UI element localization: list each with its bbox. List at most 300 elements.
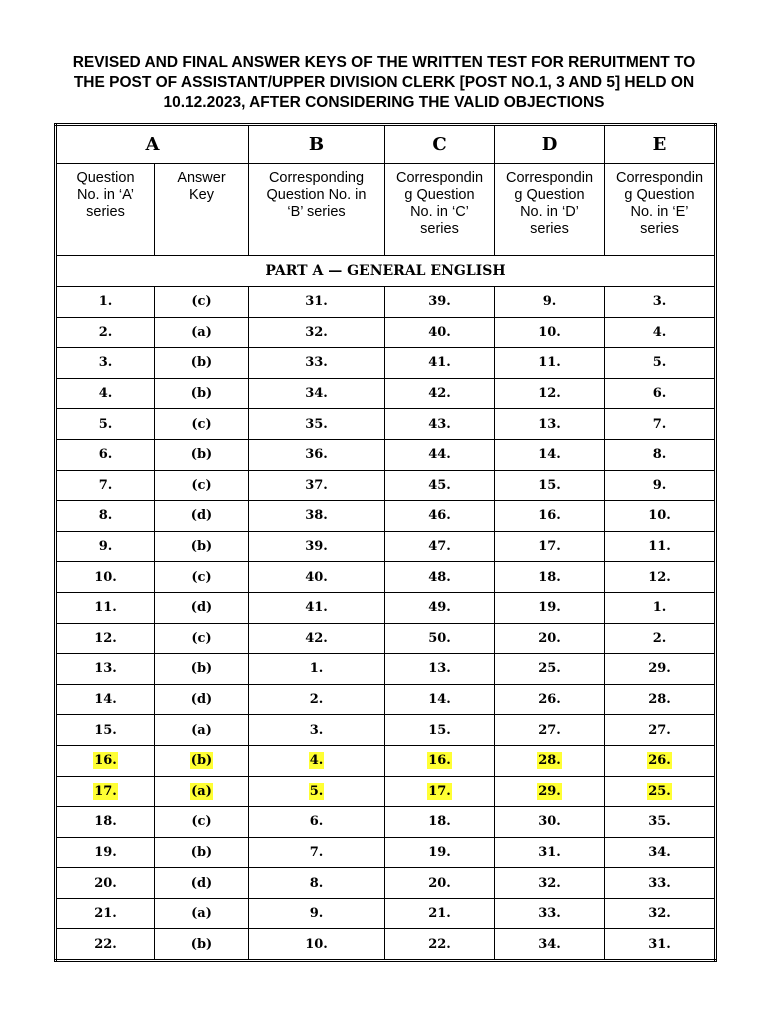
answer-key-value: (d) <box>190 692 213 708</box>
question-no-d-cell <box>495 287 605 318</box>
question-no-c-value: 48. <box>428 569 451 585</box>
question-no-e-cell <box>605 287 716 318</box>
question-no-d-value: 34. <box>538 936 561 952</box>
header-line: No. in ‘D’ <box>520 204 579 220</box>
question-no-d-cell <box>495 776 605 807</box>
header-line: Correspondin <box>615 170 704 186</box>
answer-key-header <box>155 164 249 256</box>
question-no-e-cell <box>605 807 716 838</box>
question-no-b-value: 39. <box>305 539 328 555</box>
answer-key-cell <box>155 378 249 409</box>
question-no-a-cell <box>56 439 155 470</box>
answer-key-cell <box>155 654 249 685</box>
answer-key-cell <box>155 592 249 623</box>
question-no-c-cell <box>385 592 495 623</box>
question-no-b-cell <box>249 837 385 868</box>
answer-key-cell <box>155 317 249 348</box>
header-line: g Question <box>404 187 475 203</box>
question-no-e-cell <box>605 531 716 562</box>
question-no-a-cell <box>56 287 155 318</box>
question-no-b-cell <box>249 409 385 440</box>
question-no-d-cell <box>495 378 605 409</box>
document-title <box>40 53 728 113</box>
header-line: Correspondin <box>505 170 594 186</box>
answer-key-value: (b) <box>190 355 213 371</box>
question-no-a-value: 8. <box>98 508 113 524</box>
question-no-d-cell <box>495 929 605 961</box>
question-no-d-cell <box>495 531 605 562</box>
table-row <box>56 287 716 318</box>
table-row <box>56 378 716 409</box>
question-no-d-cell <box>495 439 605 470</box>
question-no-d-value: 19. <box>538 600 561 616</box>
question-no-c-value: 42. <box>428 386 451 402</box>
question-no-a-value: 14. <box>94 692 117 708</box>
column-header-row <box>56 164 716 256</box>
question-no-d-cell <box>495 868 605 899</box>
question-no-b-header <box>249 164 385 256</box>
question-no-c-cell <box>385 470 495 501</box>
question-no-a-cell <box>56 715 155 746</box>
table-row <box>56 409 716 440</box>
question-no-c-value: 20. <box>428 875 451 891</box>
question-no-b-cell <box>249 715 385 746</box>
question-no-e-value: 29. <box>648 661 671 677</box>
header-line: Question <box>76 170 135 186</box>
question-no-b-value: 32. <box>305 324 328 340</box>
question-no-a-cell <box>56 623 155 654</box>
question-no-e-value: 33. <box>648 875 671 891</box>
answer-key-cell <box>155 623 249 654</box>
question-no-d-cell <box>495 470 605 501</box>
question-no-a-cell <box>56 745 155 776</box>
question-no-e-value: 5. <box>652 355 667 371</box>
question-no-e-value: 8. <box>652 447 667 463</box>
question-no-d-cell <box>495 807 605 838</box>
question-no-d-value: 31. <box>538 844 561 860</box>
question-no-d-value: 11. <box>538 355 561 371</box>
title-line: 10.12.2023, AFTER CONSIDERING THE VALID OBJECTIONS <box>163 94 605 111</box>
question-no-b-cell <box>249 439 385 470</box>
question-no-a-cell <box>56 531 155 562</box>
question-no-c-cell <box>385 409 495 440</box>
part-title: PART A — GENERAL ENGLISH <box>56 256 716 287</box>
question-no-b-value: 8. <box>309 875 324 891</box>
answer-key-cell <box>155 837 249 868</box>
question-no-e-value: 3. <box>652 294 667 310</box>
question-no-a-cell <box>56 378 155 409</box>
question-no-c-header <box>385 164 495 256</box>
question-no-c-value: 46. <box>428 508 451 524</box>
header-line: series <box>530 221 569 237</box>
question-no-a-header <box>56 164 155 256</box>
question-no-b-cell <box>249 684 385 715</box>
question-no-c-cell <box>385 623 495 654</box>
question-no-e-value: 7. <box>652 416 667 432</box>
answer-key-value: (b) <box>190 661 213 677</box>
answer-key-value: (a) <box>191 906 212 922</box>
header-line: series <box>420 221 459 237</box>
header-line: Corresponding <box>268 170 365 186</box>
question-no-a-value: 7. <box>98 477 113 493</box>
question-no-d-value: 9. <box>542 294 557 310</box>
answer-key-cell <box>155 898 249 929</box>
question-no-a-value: 21. <box>94 906 117 922</box>
question-no-b-cell <box>249 317 385 348</box>
question-no-e-cell <box>605 837 716 868</box>
table-row <box>56 807 716 838</box>
question-no-d-value: 16. <box>538 508 561 524</box>
question-no-c-value: 44. <box>428 447 451 463</box>
question-no-a-value: 20. <box>94 875 117 891</box>
question-no-e-cell <box>605 348 716 379</box>
question-no-a-value: 19. <box>94 844 117 860</box>
answer-key-cell <box>155 776 249 807</box>
question-no-c-cell <box>385 807 495 838</box>
part-title-row <box>56 256 716 287</box>
question-no-b-cell <box>249 531 385 562</box>
question-no-b-cell <box>249 898 385 929</box>
question-no-e-cell <box>605 317 716 348</box>
question-no-b-value: 5. <box>309 783 324 799</box>
header-line: Key <box>189 187 214 203</box>
question-no-b-cell <box>249 378 385 409</box>
question-no-a-cell <box>56 317 155 348</box>
question-no-c-cell <box>385 837 495 868</box>
question-no-d-cell <box>495 623 605 654</box>
question-no-b-cell <box>249 745 385 776</box>
question-no-c-cell <box>385 378 495 409</box>
question-no-b-value: 1. <box>309 661 324 677</box>
question-no-a-cell <box>56 837 155 868</box>
question-no-c-cell <box>385 684 495 715</box>
question-no-b-value: 40. <box>305 569 328 585</box>
question-no-c-cell <box>385 531 495 562</box>
question-no-e-cell <box>605 715 716 746</box>
question-no-c-cell <box>385 287 495 318</box>
question-no-a-value: 10. <box>94 569 117 585</box>
question-no-a-value: 4. <box>98 386 113 402</box>
question-no-e-cell <box>605 623 716 654</box>
question-no-a-cell <box>56 684 155 715</box>
answer-key-cell <box>155 348 249 379</box>
question-no-b-value: 31. <box>305 294 328 310</box>
answer-key-cell <box>155 531 249 562</box>
question-no-e-cell <box>605 409 716 440</box>
question-no-d-value: 15. <box>538 477 561 493</box>
question-no-c-cell <box>385 929 495 961</box>
question-no-a-value: 2. <box>98 324 113 340</box>
question-no-e-value: 1. <box>652 600 667 616</box>
answer-key-value: (b) <box>190 844 213 860</box>
table-row <box>56 898 716 929</box>
question-no-b-cell <box>249 592 385 623</box>
question-no-e-value: 35. <box>648 814 671 830</box>
question-no-d-value: 12. <box>538 386 561 402</box>
question-no-a-cell <box>56 348 155 379</box>
title-line: REVISED AND FINAL ANSWER KEYS OF THE WRITTEN TEST FOR RERUITMENT TO <box>72 54 696 71</box>
question-no-d-value: 28. <box>538 753 561 769</box>
question-no-c-value: 50. <box>428 630 451 646</box>
question-no-d-cell <box>495 409 605 440</box>
series-group-c: C <box>385 125 495 164</box>
question-no-d-value: 33. <box>538 906 561 922</box>
header-line: series <box>640 221 679 237</box>
question-no-e-value: 12. <box>648 569 671 585</box>
question-no-a-value: 6. <box>98 447 113 463</box>
question-no-b-value: 10. <box>305 936 328 952</box>
question-no-b-cell <box>249 807 385 838</box>
question-no-b-value: 33. <box>305 355 328 371</box>
question-no-d-cell <box>495 684 605 715</box>
answer-key-value: (c) <box>191 630 212 646</box>
question-no-a-value: 22. <box>94 936 117 952</box>
question-no-c-value: 14. <box>428 692 451 708</box>
header-line: Correspondin <box>395 170 484 186</box>
question-no-b-value: 35. <box>305 416 328 432</box>
question-no-b-value: 9. <box>309 906 324 922</box>
answer-key-value: (b) <box>190 386 213 402</box>
question-no-e-cell <box>605 562 716 593</box>
question-no-d-cell <box>495 592 605 623</box>
question-no-b-value: 3. <box>309 722 324 738</box>
question-no-a-value: 13. <box>94 661 117 677</box>
table-row <box>56 592 716 623</box>
question-no-c-value: 13. <box>428 661 451 677</box>
question-no-e-cell <box>605 592 716 623</box>
answer-key-cell <box>155 439 249 470</box>
question-no-c-cell <box>385 745 495 776</box>
question-no-c-value: 40. <box>428 324 451 340</box>
question-no-b-cell <box>249 501 385 532</box>
question-no-c-cell <box>385 562 495 593</box>
question-no-c-value: 41. <box>428 355 451 371</box>
question-no-b-cell <box>249 623 385 654</box>
question-no-e-value: 32. <box>648 906 671 922</box>
question-no-a-value: 5. <box>98 416 113 432</box>
question-no-d-value: 25. <box>538 661 561 677</box>
question-no-a-cell <box>56 654 155 685</box>
answer-key-value: (a) <box>191 783 212 799</box>
answer-key-cell <box>155 287 249 318</box>
table-row <box>56 868 716 899</box>
question-no-a-cell <box>56 592 155 623</box>
table-row <box>56 715 716 746</box>
question-no-c-cell <box>385 654 495 685</box>
answer-key-value: (d) <box>190 508 213 524</box>
question-no-d-cell <box>495 562 605 593</box>
answer-key-cell <box>155 562 249 593</box>
question-no-d-value: 27. <box>538 722 561 738</box>
question-no-b-value: 41. <box>305 600 328 616</box>
question-no-d-value: 10. <box>538 324 561 340</box>
question-no-d-value: 29. <box>538 783 561 799</box>
question-no-a-value: 18. <box>94 814 117 830</box>
question-no-c-value: 39. <box>428 294 451 310</box>
series-group-e: E <box>605 125 716 164</box>
answer-key-value: (b) <box>190 539 213 555</box>
question-no-b-cell <box>249 776 385 807</box>
question-no-e-value: 27. <box>648 722 671 738</box>
question-no-c-value: 45. <box>428 477 451 493</box>
question-no-e-cell <box>605 501 716 532</box>
question-no-a-cell <box>56 868 155 899</box>
question-no-c-cell <box>385 501 495 532</box>
header-line: series <box>86 204 125 220</box>
question-no-a-value: 1. <box>98 294 113 310</box>
table-row <box>56 439 716 470</box>
question-no-b-cell <box>249 287 385 318</box>
question-no-e-value: 11. <box>648 539 671 555</box>
answer-key-value: (c) <box>191 477 212 493</box>
answer-key-cell <box>155 745 249 776</box>
table-row <box>56 531 716 562</box>
question-no-e-cell <box>605 684 716 715</box>
answer-key-table <box>54 123 717 962</box>
answer-key-value: (c) <box>191 569 212 585</box>
question-no-a-value: 12. <box>94 630 117 646</box>
answer-key-cell <box>155 807 249 838</box>
question-no-b-cell <box>249 654 385 685</box>
question-no-a-cell <box>56 501 155 532</box>
question-no-b-value: 6. <box>309 814 324 830</box>
question-no-a-value: 17. <box>94 783 117 799</box>
question-no-a-cell <box>56 898 155 929</box>
question-no-a-cell <box>56 409 155 440</box>
question-no-a-cell <box>56 929 155 961</box>
question-no-d-header <box>495 164 605 256</box>
question-no-b-value: 42. <box>305 630 328 646</box>
table-row <box>56 501 716 532</box>
question-no-c-cell <box>385 439 495 470</box>
question-no-a-cell <box>56 807 155 838</box>
table-row <box>56 654 716 685</box>
question-no-c-value: 15. <box>428 722 451 738</box>
question-no-d-cell <box>495 715 605 746</box>
table-row <box>56 470 716 501</box>
question-no-a-cell <box>56 562 155 593</box>
question-no-a-value: 9. <box>98 539 113 555</box>
question-no-c-cell <box>385 715 495 746</box>
question-no-d-value: 32. <box>538 875 561 891</box>
question-no-c-value: 18. <box>428 814 451 830</box>
question-no-e-cell <box>605 929 716 961</box>
header-line: No. in ‘C’ <box>410 204 469 220</box>
question-no-d-value: 20. <box>538 630 561 646</box>
question-no-a-value: 16. <box>94 753 117 769</box>
question-no-c-value: 16. <box>428 753 451 769</box>
table-row <box>56 929 716 961</box>
question-no-d-value: 18. <box>538 569 561 585</box>
question-no-e-value: 10. <box>648 508 671 524</box>
question-no-d-cell <box>495 317 605 348</box>
question-no-c-value: 17. <box>428 783 451 799</box>
question-no-d-cell <box>495 745 605 776</box>
answer-key-value: (c) <box>191 416 212 432</box>
answer-key-value: (d) <box>190 875 213 891</box>
question-no-b-value: 7. <box>309 844 324 860</box>
answer-key-value: (c) <box>191 294 212 310</box>
question-no-e-cell <box>605 470 716 501</box>
question-no-b-cell <box>249 868 385 899</box>
question-no-d-value: 13. <box>538 416 561 432</box>
table-row <box>56 776 716 807</box>
question-no-c-cell <box>385 348 495 379</box>
question-no-e-value: 6. <box>652 386 667 402</box>
question-no-e-value: 25. <box>648 783 671 799</box>
question-no-c-value: 47. <box>428 539 451 555</box>
question-no-a-cell <box>56 776 155 807</box>
header-line: g Question <box>514 187 585 203</box>
question-no-c-cell <box>385 776 495 807</box>
question-no-e-cell <box>605 439 716 470</box>
table-row <box>56 348 716 379</box>
question-no-d-cell <box>495 654 605 685</box>
question-no-a-value: 11. <box>94 600 117 616</box>
question-no-d-value: 17. <box>538 539 561 555</box>
question-no-d-value: 30. <box>538 814 561 830</box>
question-no-b-cell <box>249 929 385 961</box>
question-no-b-value: 2. <box>309 692 324 708</box>
answer-key-cell <box>155 470 249 501</box>
header-line: No. in ‘E’ <box>630 204 689 220</box>
question-no-c-value: 19. <box>428 844 451 860</box>
question-no-d-value: 26. <box>538 692 561 708</box>
header-line: No. in ‘A’ <box>77 187 134 203</box>
question-no-e-value: 34. <box>648 844 671 860</box>
question-no-b-cell <box>249 470 385 501</box>
header-line: g Question <box>624 187 695 203</box>
question-no-c-value: 21. <box>428 906 451 922</box>
question-no-e-value: 31. <box>648 936 671 952</box>
question-no-b-value: 34. <box>305 386 328 402</box>
answer-key-cell <box>155 929 249 961</box>
question-no-b-value: 36. <box>305 447 328 463</box>
question-no-e-value: 9. <box>652 477 667 493</box>
question-no-e-cell <box>605 868 716 899</box>
table-row <box>56 623 716 654</box>
answer-key-cell <box>155 409 249 440</box>
question-no-e-cell <box>605 745 716 776</box>
question-no-e-cell <box>605 898 716 929</box>
question-no-b-value: 37. <box>305 477 328 493</box>
question-no-d-cell <box>495 348 605 379</box>
question-no-c-value: 49. <box>428 600 451 616</box>
question-no-c-value: 43. <box>428 416 451 432</box>
question-no-c-value: 22. <box>428 936 451 952</box>
table-row <box>56 684 716 715</box>
answer-key-cell <box>155 501 249 532</box>
question-no-c-cell <box>385 868 495 899</box>
header-line: Question No. in <box>266 187 367 203</box>
table-row <box>56 317 716 348</box>
series-group-b: B <box>249 125 385 164</box>
answer-key-value: (d) <box>190 600 213 616</box>
question-no-a-value: 3. <box>98 355 113 371</box>
question-no-e-header <box>605 164 716 256</box>
question-no-d-cell <box>495 898 605 929</box>
question-no-b-cell <box>249 562 385 593</box>
question-no-e-value: 4. <box>652 324 667 340</box>
answer-key-value: (a) <box>191 324 212 340</box>
question-no-d-value: 14. <box>538 447 561 463</box>
answer-key-value: (b) <box>190 753 213 769</box>
question-no-b-value: 38. <box>305 508 328 524</box>
header-line: ‘B’ series <box>287 204 346 220</box>
question-no-e-cell <box>605 654 716 685</box>
answer-key-value: (b) <box>190 936 213 952</box>
answer-key-cell <box>155 868 249 899</box>
